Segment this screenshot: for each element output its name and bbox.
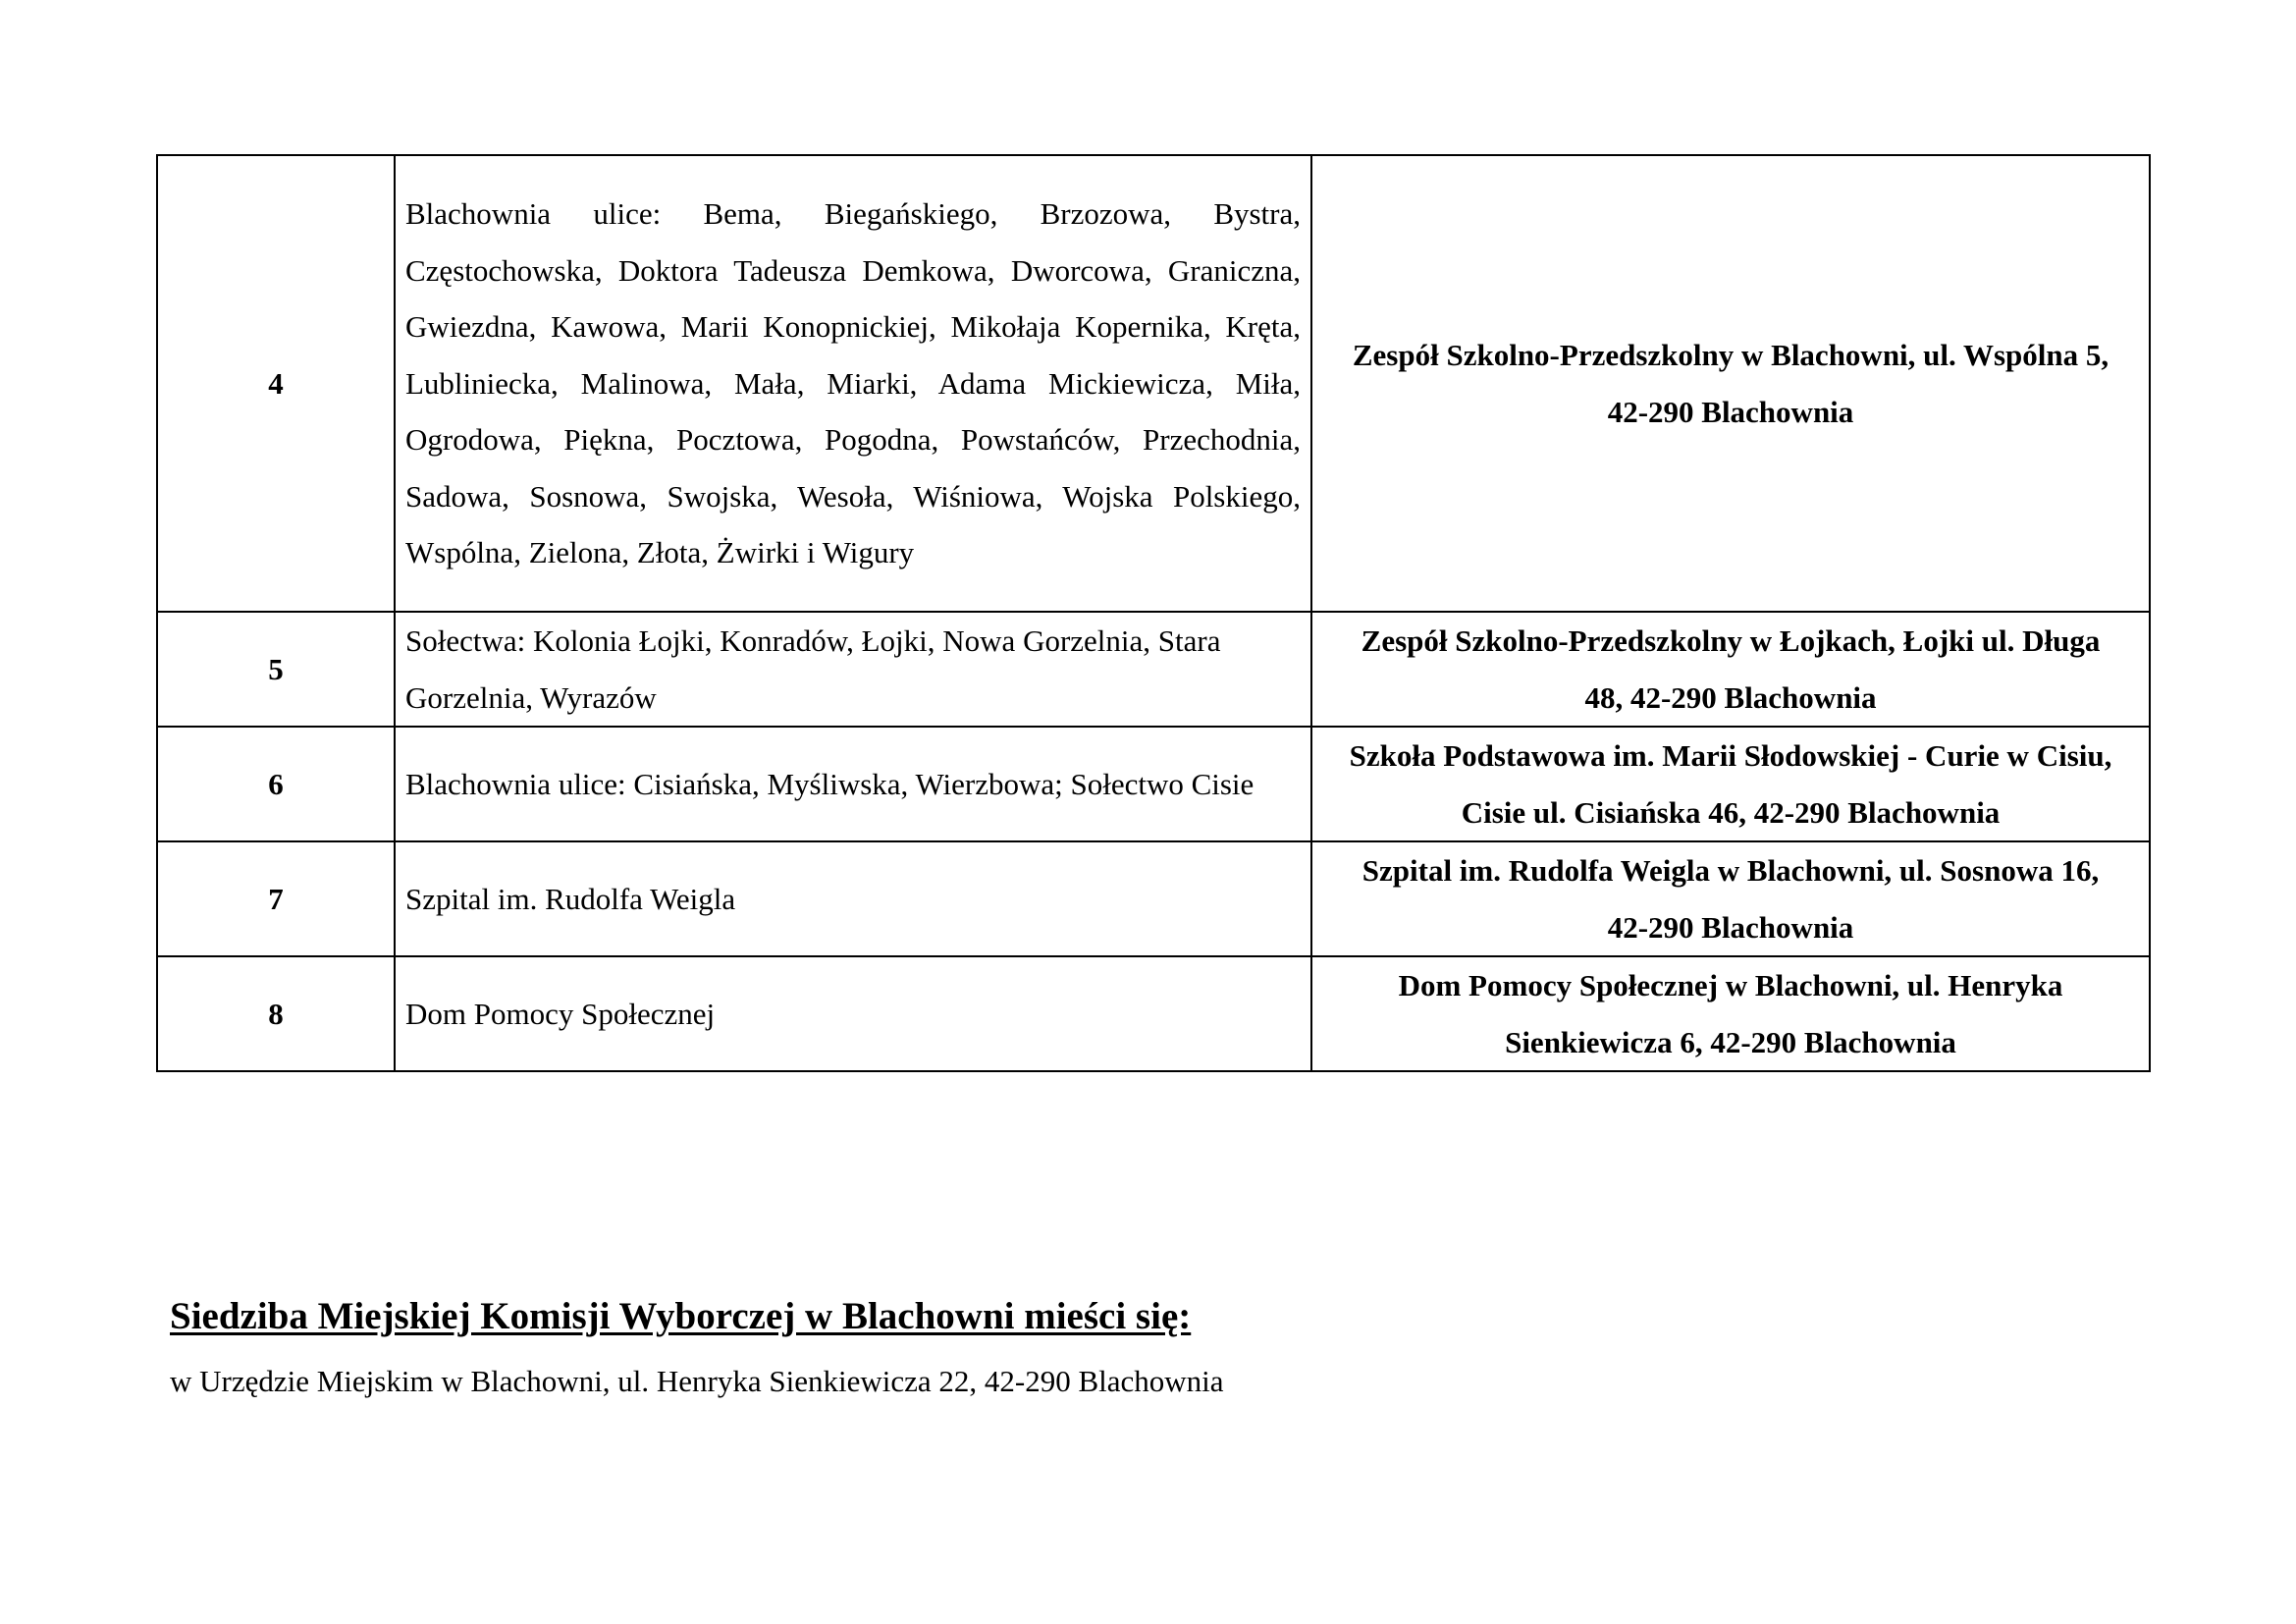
commission-seat-address: w Urzędzie Miejskim w Blachowni, ul. Henryka Sienkiewicza 22, 42-290 Blachownia — [170, 1364, 1224, 1398]
table-row — [157, 956, 2150, 1071]
commission-seat-heading: Siedziba Miejskiej Komisji Wyborczej w Blachowni mieści się: — [170, 1295, 1192, 1337]
polling-station — [1311, 155, 2150, 612]
district-number: 7 — [157, 841, 395, 956]
polling-station-line: Cisie ul. Cisiańska 46, 42-290 Blachownia — [1461, 794, 2001, 830]
polling-station-line: Szpital im. Rudolfa Weigla w Blachowni, ul. Sosnowa 16, — [1362, 853, 2100, 888]
voting-districts-table — [156, 154, 2151, 1072]
district-area: Szpital im. Rudolfa Weigla — [395, 841, 1311, 956]
table-row — [157, 841, 2150, 956]
polling-station-line: 42-290 Blachownia — [1607, 909, 1854, 945]
polling-station-line: 48, 42-290 Blachownia — [1584, 679, 1877, 715]
polling-station-line: 42-290 Blachownia — [1607, 394, 1854, 429]
polling-station — [1311, 841, 2150, 956]
table-row — [157, 612, 2150, 727]
polling-station — [1311, 612, 2150, 727]
polling-station — [1311, 956, 2150, 1071]
polling-station-line: Dom Pomocy Społecznej w Blachowni, ul. Henryka — [1398, 968, 2063, 1002]
district-area: Dom Pomocy Społecznej — [395, 956, 1311, 1071]
district-area: Sołectwa: Kolonia Łojki, Konradów, Łojki, Nowa Gorzelnia, Stara Gorzelnia, Wyrazów — [395, 612, 1311, 727]
polling-station-line: Zespół Szkolno-Przedszkolny w Blachowni, ul. Wspólna 5, — [1352, 338, 2109, 372]
polling-station-line: Zespół Szkolno-Przedszkolny w Łojkach, Łojki ul. Długa — [1361, 623, 2101, 658]
table-row — [157, 727, 2150, 841]
polling-station-line: Sienkiewicza 6, 42-290 Blachownia — [1505, 1024, 1956, 1059]
district-area: Blachownia ulice: Cisiańska, Myśliwska, Wierzbowa; Sołectwo Cisie — [395, 727, 1311, 841]
district-number: 4 — [157, 155, 395, 612]
district-area: Blachownia ulice: Bema, Biegańskiego, Brzozowa, Bystra, Częstochowska, Doktora Tadeusza Demkowa, Dworcowa, Graniczna, Gwiezdna, Kawowa, Marii Konopnickiej, Mikołaja Kopernika, Kręta, Lubliniecka, Malinowa, Mała, Miarki, Adama Mickiewicza, Miła, Ogrodowa, Piękna, Pocztowa, Pogodna, Powstańców, Przechodnia, Sadowa, Sosnowa, Swojska, Wesoła, Wiśniowa, Wojska Polskiego, Wspólna, Zielona, Złota, Żwirki i Wigury — [395, 155, 1311, 612]
polling-station-line: Szkoła Podstawowa im. Marii Słodowskiej - Curie w Cisiu, — [1349, 738, 2112, 773]
table-row — [157, 155, 2150, 612]
district-number: 6 — [157, 727, 395, 841]
district-number: 5 — [157, 612, 395, 727]
polling-station — [1311, 727, 2150, 841]
district-number: 8 — [157, 956, 395, 1071]
